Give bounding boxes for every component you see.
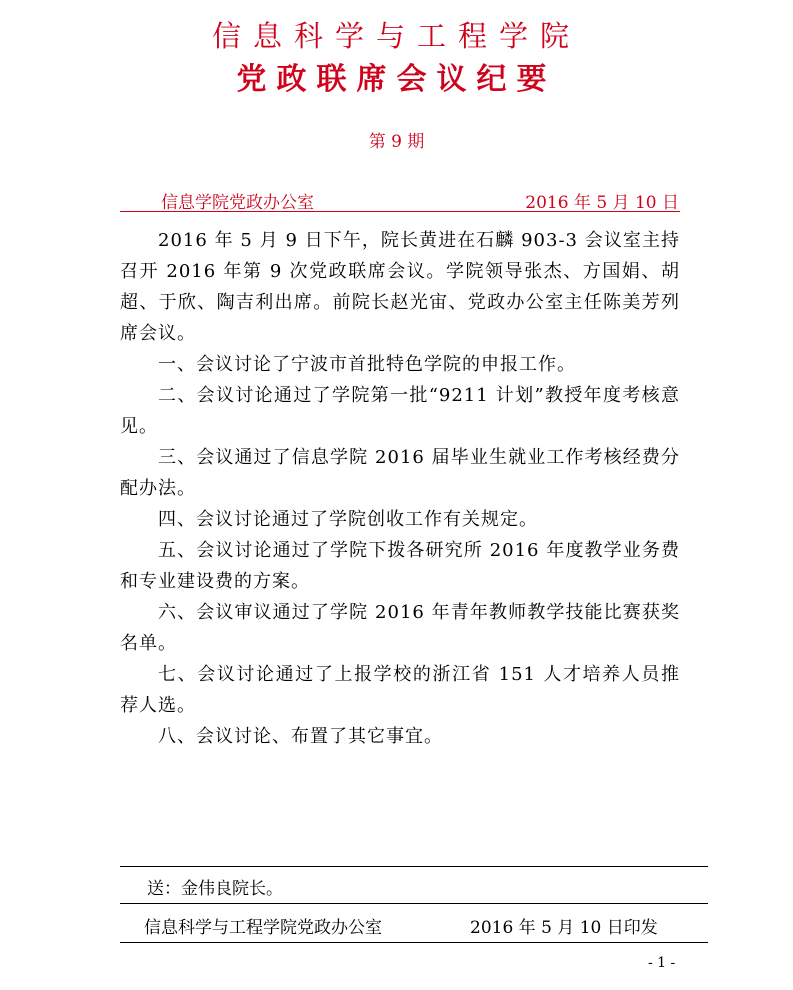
organization-title: 信息科学与工程学院 bbox=[211, 19, 581, 53]
issue-date: 2016 年 5 月 10 日 bbox=[525, 193, 679, 213]
footer-issuing-office: 信息科学与工程学院党政办公室 bbox=[144, 918, 382, 938]
agenda-item-1: 一、会议讨论了宁波市首批特色学院的申报工作。 bbox=[158, 354, 576, 375]
agenda-item-7: 七、会议讨论通过了上报学校的浙江省 151 人才培养人员推荐人选。 bbox=[120, 664, 680, 716]
agenda-item-5: 五、会议讨论通过了学院下拨各研究所 2016 年度教学业务费和专业建设费的方案。 bbox=[120, 540, 680, 592]
intro-paragraph: 2016 年 5 月 9 日下午，院长黄进在石麟 903-3 会议室主持召开 2016 年第 9 次党政联席会议。学院领导张杰、方国娟、胡超、于欣、陶吉利出席。前院长赵光宙、党政办公室主任陈美芳列席会议。 bbox=[120, 230, 680, 344]
issuing-office: 信息学院党政办公室 bbox=[161, 193, 314, 213]
agenda-item-8: 八、会议讨论、布置了其它事宜。 bbox=[158, 726, 443, 747]
agenda-item-4: 四、会议讨论通过了学院创收工作有关规定。 bbox=[158, 509, 538, 530]
agenda-item-2: 二、会议讨论通过了学院第一批“9211 计划”教授年度考核意见。 bbox=[120, 385, 680, 437]
header-red-divider bbox=[120, 211, 680, 212]
agenda-item-3: 三、会议通过了信息学院 2016 届毕业生就业工作考核经费分配办法。 bbox=[120, 447, 680, 499]
issue-number: 第 9 期 bbox=[368, 132, 425, 152]
footer-divider-bottom bbox=[120, 942, 708, 943]
footer-divider-middle bbox=[120, 903, 708, 904]
minutes-body bbox=[120, 225, 680, 752]
print-date: 2016 年 5 月 10 日印发 bbox=[470, 918, 658, 938]
document-title: 党政联席会议纪要 bbox=[236, 62, 557, 97]
distribution-recipient: 送：金伟良院长。 bbox=[147, 879, 283, 899]
footer-divider-top bbox=[120, 866, 708, 867]
agenda-item-6: 六、会议审议通过了学院 2016 年青年教师教学技能比赛获奖名单。 bbox=[120, 602, 680, 654]
page-number: - 1 - bbox=[648, 955, 676, 971]
